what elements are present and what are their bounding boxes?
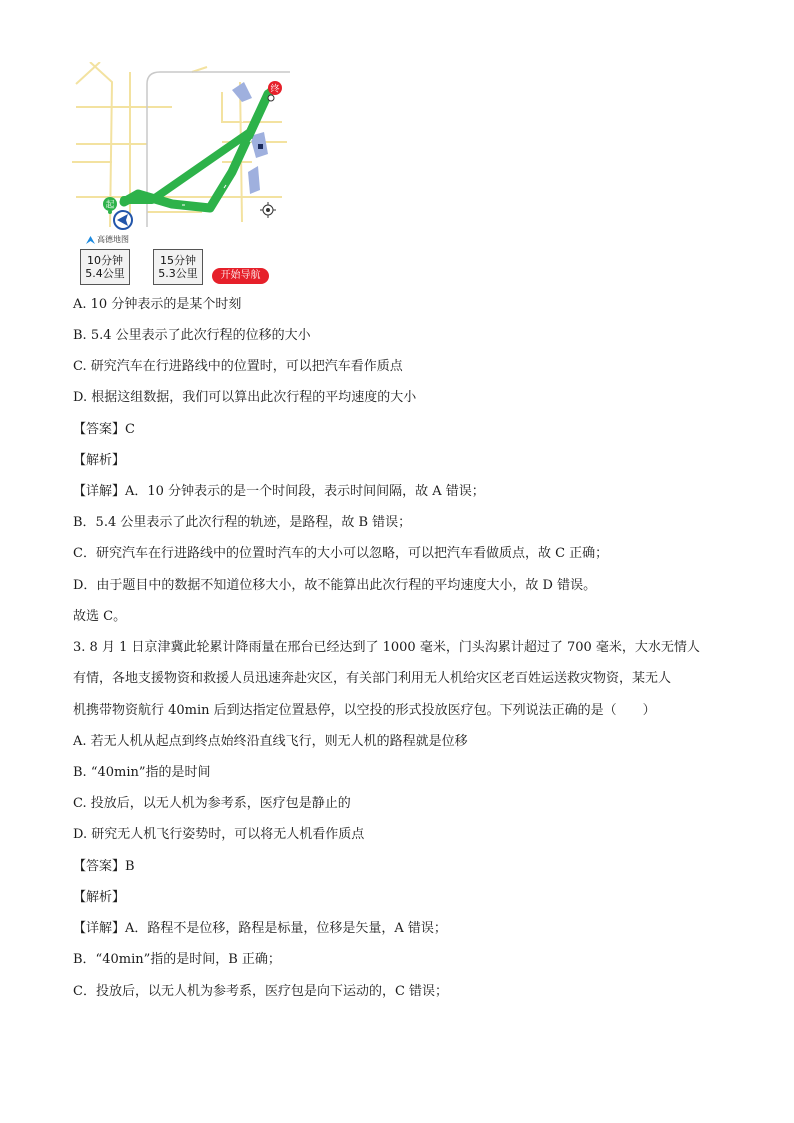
q3-detail-b: B．“40min”指的是时间，B 正确；: [73, 952, 281, 967]
route-distance: 5.4公里: [85, 267, 125, 280]
route-option-1[interactable]: [80, 249, 130, 285]
q2-conclusion: 故选 C。: [73, 609, 127, 624]
q2-option-a: A. 10 分钟表示的是某个时刻: [73, 297, 242, 312]
amap-logo-icon: [86, 236, 95, 244]
q3-stem-line-3: 机携带物资航行 40min 后到达指定位置悬停，以空投的形式投放医疗包。下列说法正确的是（ ）: [73, 703, 656, 718]
q3-option-c: C. 投放后，以无人机为参考系，医疗包是静止的: [73, 796, 351, 811]
q3-detail-a: 【详解】A．路程不是位移，路程是标量，位移是矢量，A 错误；: [73, 921, 447, 936]
q3-detail-c: C．投放后，以无人机为参考系，医疗包是向下运动的，C 错误；: [73, 984, 449, 999]
route-option-2[interactable]: [153, 249, 203, 285]
q2-detail-d: D．由于题目中的数据不知道位移大小，故不能算出此次行程的平均速度大小，故 D 错误。: [73, 578, 597, 593]
start-pin-label: 起: [105, 200, 115, 211]
q3-option-d: D. 研究无人机飞行姿势时，可以将无人机看作质点: [73, 827, 365, 842]
q2-option-b: B. 5.4 公里表示了此次行程的位移的大小: [73, 328, 311, 343]
map-logo: [86, 234, 129, 245]
q3-stem-line-1: 3. 8 月 1 日京津冀此轮累计降雨量在邢台已经达到了 1000 毫米，门头沟累计超过了 700 毫米，大水无情人: [73, 640, 700, 655]
route-duration: 10分钟: [87, 254, 123, 267]
q3-stem-line-2: 有情，各地支援物资和救援人员迅速奔赴灾区，有关部门利用无人机给灾区老百姓运送救灾物资，某无人: [73, 671, 672, 686]
route-duration: 15分钟: [160, 254, 196, 267]
end-pin-label: 终: [270, 84, 280, 95]
q2-detail-a: 【详解】A．10 分钟表示的是一个时间段，表示时间间隔，故 A 错误；: [73, 484, 485, 499]
route-distance: 5.3公里: [158, 267, 198, 280]
map-logo-text: 高德地图: [97, 235, 129, 244]
q2-analysis-label: 【解析】: [73, 453, 126, 468]
q2-detail-b: B．5.4 公里表示了此次行程的轨迹，是路程，故 B 错误；: [73, 515, 412, 530]
route-map-figure: [72, 62, 294, 294]
q3-option-b: B. “40min”指的是时间: [73, 765, 211, 780]
q2-option-d: D. 根据这组数据，我们可以算出此次行程的平均速度的大小: [73, 390, 417, 405]
q2-answer: 【答案】C: [73, 422, 135, 437]
q3-option-a: A. 若无人机从起点到终点始终沿直线飞行，则无人机的路程就是位移: [73, 734, 468, 749]
q3-analysis-label: 【解析】: [73, 890, 126, 905]
current-position-icon: [114, 211, 132, 229]
start-navigation-button[interactable]: 开始导航: [212, 268, 269, 284]
q3-answer: 【答案】B: [73, 859, 135, 874]
q2-detail-c: C．研究汽车在行进路线中的位置时汽车的大小可以忽略，可以把汽车看做质点，故 C 正确；: [73, 546, 609, 561]
q2-option-c: C. 研究汽车在行进路线中的位置时，可以把汽车看作质点: [73, 359, 403, 374]
